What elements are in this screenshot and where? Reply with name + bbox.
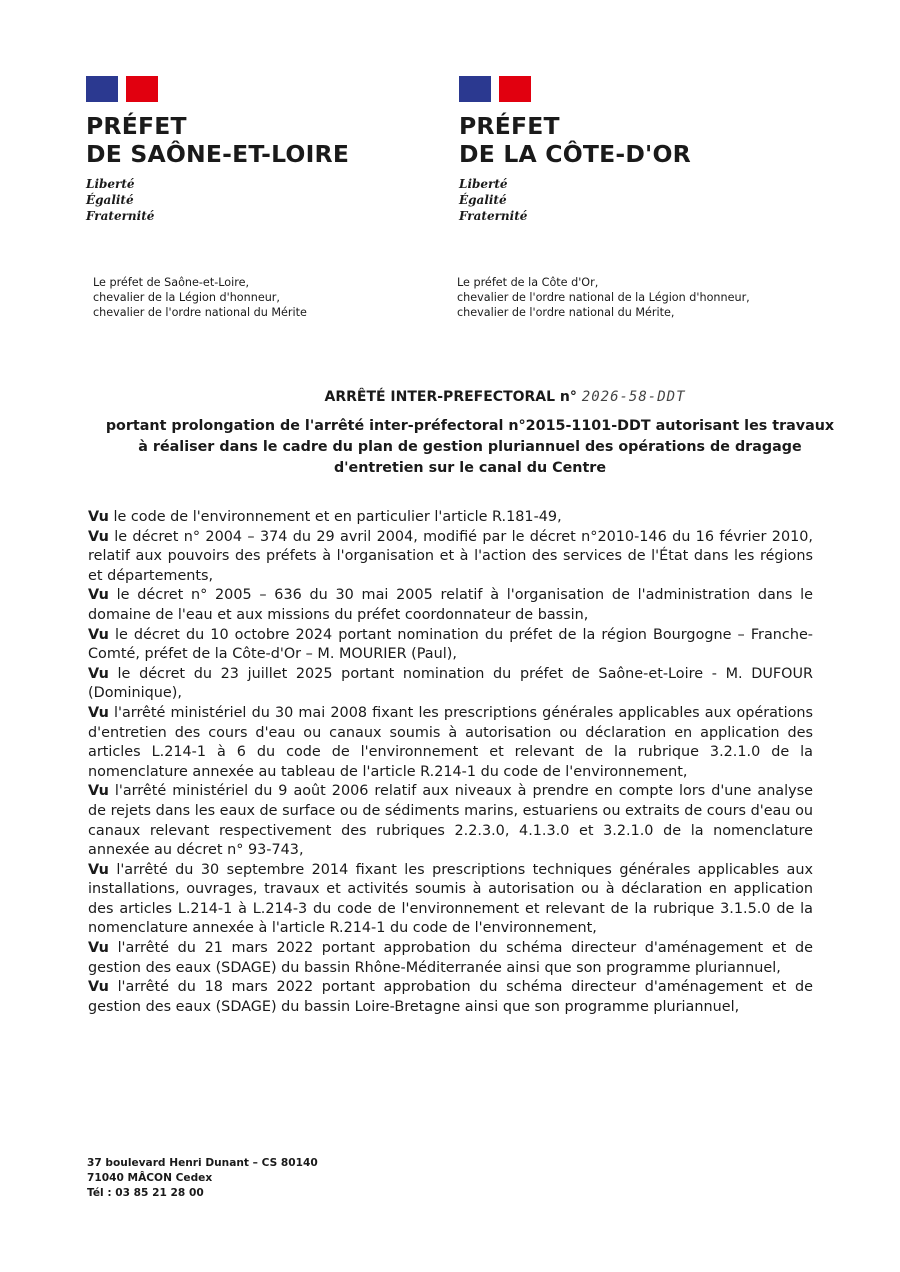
flag-white-band (118, 76, 126, 102)
motto-fraternite: Fraternité (459, 209, 528, 223)
flag-red-band (126, 76, 158, 102)
left-signatory (93, 275, 307, 320)
considerant-text: l'arrêté du 21 mars 2022 portant approbation du schéma directeur d'aménagement et de gestion des eaux (SDAGE) du bassin Rhône-Méditerranée ainsi que son programme pluriannuel, (88, 940, 813, 976)
right-prefect-title-line2: DE LA CÔTE-D'OR (459, 140, 691, 168)
right-prefect-header (459, 76, 691, 224)
considerant-item (88, 528, 813, 587)
flag-red-band (499, 76, 531, 102)
address-phone: Tél : 03 85 21 28 00 (87, 1187, 204, 1199)
motto-egalite: Égalité (86, 193, 134, 207)
vu-label: Vu (88, 704, 109, 721)
signatory-line: Le préfet de la Côte d'Or, (457, 276, 599, 289)
flag-blue-band (459, 76, 491, 102)
vu-label: Vu (88, 979, 109, 996)
considerant-text: le code de l'environnement et en particulier l'article R.181-49, (113, 509, 562, 525)
considerant-text: le décret n° 2004 – 374 du 29 avril 2004, modifié par le décret n°2010-146 du 16 février 2010, relatif aux pouvoirs des préfets à l'organisation et à l'action des services de l'État dans les régions et départements, (88, 528, 813, 584)
left-prefect-title-line2: DE SAÔNE-ET-LOIRE (86, 140, 350, 168)
left-prefect-header (86, 76, 349, 224)
arrete-label: ARRÊTÉ INTER-PREFECTORAL n° (324, 389, 577, 405)
footer-address (87, 1156, 318, 1201)
left-motto (86, 176, 349, 224)
flag-blue-band (86, 76, 118, 102)
marianne-flag-logo (459, 76, 531, 102)
vu-label: Vu (88, 665, 109, 682)
considerant-text: l'arrêté du 18 mars 2022 portant approbation du schéma directeur d'aménagement et de gestion des eaux (SDAGE) du bassin Loire-Bretagne ainsi que son programme pluriannuel, (88, 979, 813, 1015)
arrete-handwritten-number: 2026-58-DDT (581, 389, 686, 405)
right-prefect-title-line1: PRÉFET (459, 112, 560, 140)
motto-fraternite: Fraternité (86, 209, 155, 223)
considerants-list (88, 508, 813, 1017)
considerant-item (88, 508, 813, 528)
signatory-line: chevalier de l'ordre national du Mérite (93, 306, 307, 319)
signatory-line: Le préfet de Saône-et-Loire, (93, 276, 250, 289)
right-signatory (457, 275, 750, 320)
right-motto (459, 176, 691, 224)
vu-label: Vu (88, 940, 109, 957)
signatory-line: chevalier de l'ordre national du Mérite, (457, 306, 675, 319)
considerant-text: l'arrêté ministériel du 30 mai 2008 fixant les prescriptions générales applicables aux opérations d'entretien des cours d'eau ou canaux soumis à autorisation ou déclaration en application des articles L.214-1 à 6 du code de l'environnement et relevant de la rubrique 3.2.1.0 de la nomenclature annexée au tableau de l'article R.214-1 du code de l'environnement, (88, 704, 813, 780)
marianne-flag-logo (86, 76, 158, 102)
considerant-item (88, 665, 813, 704)
vu-label: Vu (88, 626, 109, 643)
motto-liberte: Liberté (86, 177, 135, 191)
signatory-line: chevalier de l'ordre national de la Légion d'honneur, (457, 291, 750, 304)
considerant-item (88, 978, 813, 1017)
vu-label: Vu (88, 783, 109, 800)
considerant-item (88, 782, 813, 860)
arrete-subtitle: portant prolongation de l'arrêté inter-préfectoral n°2015-1101-DDT autorisant les travaux à réaliser dans le cadre du plan de gestion pluriannuel des opérations de dragage d'entretien sur le canal du Centre (105, 418, 835, 476)
considerant-text: le décret du 10 octobre 2024 portant nomination du préfet de la région Bourgogne – Franche-Comté, préfet de la Côte-d'Or – M. MOURIER (Paul), (88, 626, 813, 663)
address-city: 71040 MÂCON Cedex (87, 1172, 213, 1184)
considerant-text: le décret n° 2005 – 636 du 30 mai 2005 relatif à l'organisation de l'administration dans le domaine de l'eau et aux missions du préfet coordonnateur de bassin, (88, 587, 814, 623)
considerant-text: le décret du 23 juillet 2025 portant nomination du préfet de Saône-et-Loire - M. DUFOUR (Dominique), (88, 665, 813, 702)
considerant-item (88, 626, 813, 665)
arrete-title (0, 389, 900, 405)
flag-white-band (491, 76, 499, 102)
vu-label: Vu (88, 587, 109, 604)
considerant-item (88, 704, 813, 782)
vu-label: Vu (88, 509, 109, 525)
motto-liberte: Liberté (459, 177, 508, 191)
address-street: 37 boulevard Henri Dunant – CS 80140 (87, 1157, 318, 1169)
vu-label: Vu (88, 861, 109, 878)
considerant-text: l'arrêté du 30 septembre 2014 fixant les prescriptions techniques générales applicables aux installations, ouvrages, travaux et activités soumis à autorisation ou à déclaration en application des articles L.214-1 à L.214-3 du code de l'environnement et relevant de la rubrique 3.1.5.0 de la nomenclature annexée à l'article R.214-1 du code de l'environnement, (88, 861, 813, 937)
vu-label: Vu (88, 528, 109, 545)
considerant-item (88, 939, 813, 978)
signatory-line: chevalier de la Légion d'honneur, (93, 291, 280, 304)
considerant-item (88, 861, 813, 939)
considerant-item (88, 586, 813, 625)
considerant-text: l'arrêté ministériel du 9 août 2006 relatif aux niveaux à prendre en compte lors d'une analyse de rejets dans les eaux de surface ou de sédiments marins, estuariens ou extraits de cours d'eau ou canaux relevant respectivement des rubriques 2.2.3.0, 4.1.3.0 et 3.2.1.0 de la nomenclature annexée au décret n° 93-743, (88, 783, 813, 859)
left-prefect-title-line1: PRÉFET (86, 112, 187, 140)
motto-egalite: Égalité (459, 193, 507, 207)
